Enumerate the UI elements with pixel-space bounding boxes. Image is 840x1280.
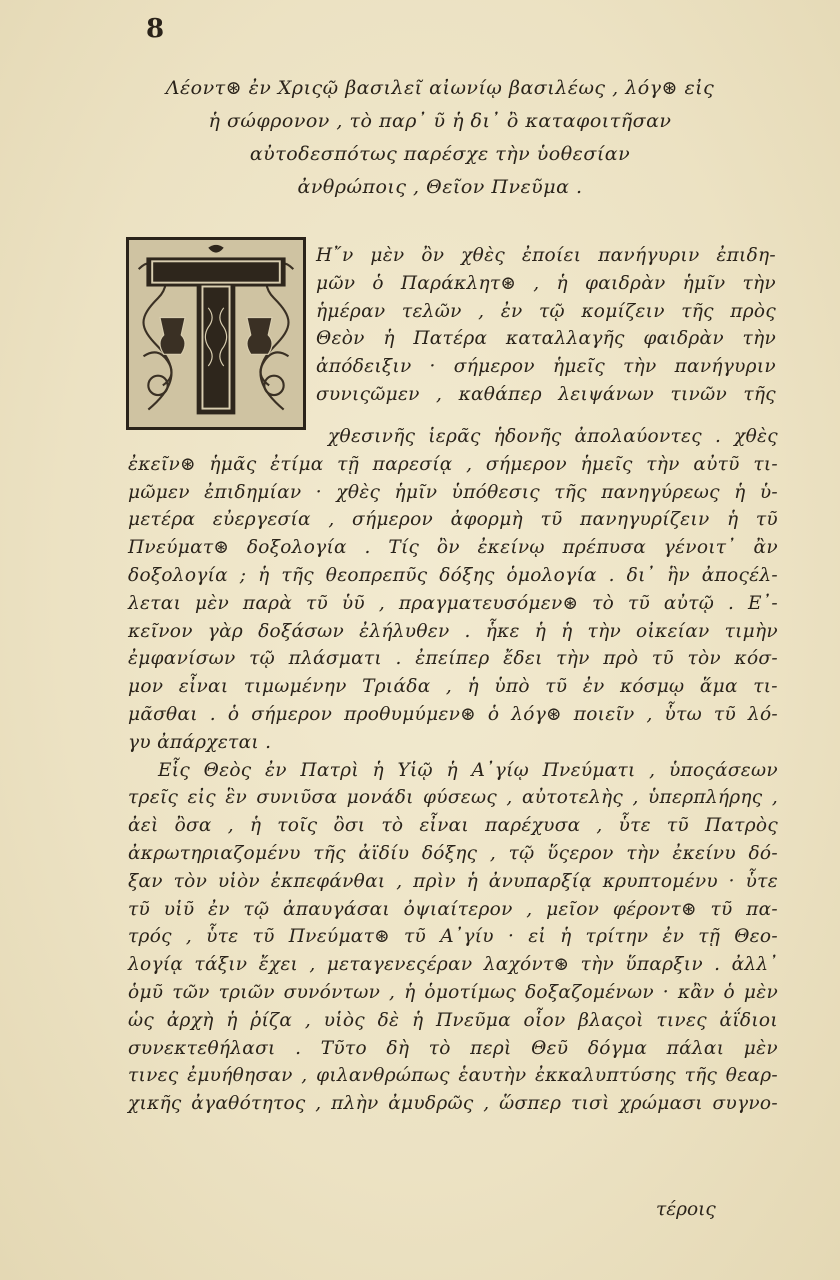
text-line: ἀπόδειξιν · σήμερον ἡμεῖς τὴν πανήγυριν bbox=[316, 356, 776, 378]
text-line: δοξολογία ; ἡ τῆς θεοπρεπῦς δόξης ὁμολογία . δι᾽ ἣν ἀποςέλ- bbox=[128, 564, 778, 586]
text-line: ἐκεῖν⊛ ἡμᾶς ἐτίμα τῇ παρεσίᾳ , σήμερον ἡμεῖς τὴν αὐτῦ τι- bbox=[128, 453, 778, 475]
catchword: τέροις bbox=[656, 1199, 716, 1220]
text-line: μᾶσθαι . ὁ σήμερον προθυμύμεν⊛ ὁ λόγ⊛ ποιεῖν , ὗτω τῦ λό- bbox=[128, 703, 778, 725]
text-line: μον εἶναι τιμωμένην Τριάδα , ἡ ὑπὸ τῦ ἐν κόσμῳ ἅμα τι- bbox=[128, 676, 778, 698]
text-line: ἐμφανίσων τῷ πλάσματι . ἐπείπερ ἔδει τὴν πρὸ τῦ τὸν κόσ- bbox=[128, 648, 778, 670]
text-line: μῶμεν ἐπιδημίαν · χθὲς ἡμῖν ὑπόθεσις τῆς πανηγύρεως ἡ ὑ- bbox=[128, 481, 778, 503]
text-line: ὁμῦ τῶν τριῶν συνόντων , ἡ ὁμοτίμως δοξαζομένων · κἂν ὁ μὲν bbox=[128, 981, 778, 1003]
text-line: τῦ υἱῦ ἐν τῷ ἀπαυγάσαι ὀψιαίτερον , μεῖον φέροντ⊛ τῦ πα- bbox=[128, 898, 778, 920]
text-line: ὡς ἀρχὴ ἡ ῥίζα , υἱὸς δὲ ἡ Πνεῦμα οἷον βλαςοὶ τινες ἀΐδιοι bbox=[128, 1009, 778, 1031]
text-line: τρός , ὗτε τῦ Πνεύματ⊛ τῦ Α᾽γίυ · εἰ ἡ τρίτην ἐν τῇ Θεο- bbox=[128, 926, 778, 948]
text-line: ἀεὶ ὂσα , ἡ τοῖς ὂσι τὸ εἶναι παρέχυσα , ὗτε τῦ Πατρὸς bbox=[128, 815, 778, 837]
text-line: λογίᾳ τάξιν ἔχει , μεταγενεςέραν λαχόντ⊛ τὴν ὕπαρξιν . ἀλλ᾽ bbox=[128, 954, 778, 976]
text-line: κεῖνον γὰρ δοξάσων ἐλήλυθεν . ἧκε ἡ ἡ τὴν οἰκείαν τιμὴν bbox=[128, 620, 778, 642]
page-number: 8 bbox=[146, 14, 165, 44]
title-line: ἀνθρώποις , Θεῖον Πνεῦμα . bbox=[297, 176, 583, 198]
text-line: μῶν ὁ Παράκλητ⊛ , ἡ φαιδρὰν ἡμῖν τὴν bbox=[316, 272, 776, 294]
text-line: συνιςῶμεν , καθάπερ λειψάνων τινῶν τῆς bbox=[316, 383, 776, 405]
ornament-icon bbox=[129, 240, 303, 427]
decorated-initial-letter bbox=[126, 237, 306, 430]
text-line: συνεκτεθήλασι . Τῦτο δὴ τὸ περὶ Θεῦ δόγμα πάλαι μὲν bbox=[128, 1037, 778, 1059]
text-line: χθεσινῆς ἱερᾶς ἡδονῆς ἀπολαύοντες . χθὲς bbox=[328, 426, 778, 447]
main-text-block bbox=[128, 423, 778, 1118]
text-line: ἀκρωτηριαζομένυ τῆς ἀϊδίυ δόξης , τῷ ὕςερον τὴν ἐκείνυ δό- bbox=[128, 842, 778, 864]
first-paragraph-beside-initial bbox=[316, 242, 776, 409]
text-line: Θεὸν ἡ Πατέρα καταλλαγῆς φαιδρὰν τὴν bbox=[316, 328, 776, 350]
text-line: Πνεύματ⊛ δοξολογία . Τίς ὂν ἐκείνῳ πρέπυσα γένοιτ᾽ ἂν bbox=[128, 537, 778, 559]
title-block bbox=[120, 72, 760, 204]
text-line: ἡμέραν τελῶν , ἐν τῷ κομίζειν τῆς πρὸς bbox=[316, 300, 776, 322]
text-line: Η῎ν μὲν ὂν χθὲς ἐποίει πανήγυριν ἐπιδη- bbox=[316, 245, 776, 266]
text-line: γυ ἀπάρχεται . bbox=[128, 731, 272, 753]
text-line: ξαν τὸν υἱὸν ἐκπεφάνθαι , πρὶν ἡ ἀνυπαρξίᾳ κρυπτομένυ · ὗτε bbox=[128, 870, 778, 892]
text-line: τρεῖς εἰς ἓν συνιῦσα μονάδι φύσεως , αὐτοτελὴς , ὑπερπλήρης , bbox=[128, 787, 778, 809]
text-line: μετέρα εὐεργεσία , σήμερον ἀφορμὴ τῦ πανηγυρίζειν ἡ τῦ bbox=[128, 509, 778, 531]
text-line: τινες ἐμυήθησαν , φιλανθρώπως ἑαυτὴν ἐκκαλυπτύσης τῆς θεαρ- bbox=[128, 1065, 778, 1087]
text-line: λεται μὲν παρὰ τῦ ὑῦ , πραγματευσόμεν⊛ τὸ τῦ αὐτῷ . Ε᾽- bbox=[128, 592, 778, 614]
title-line: αὐτοδεσπότως παρέσχε τὴν ὑοθεσίαν bbox=[249, 143, 631, 165]
paragraph-start-line: Εἷς Θεὸς ἐν Πατρὶ ἡ Υἱῷ ἡ Α᾽γίῳ Πνεύματι , ὑποςάσεων bbox=[158, 759, 778, 781]
text-line: χικῆς ἀγαθότητος , πλὴν ἀμυδρῶς , ὥσπερ τισὶ χρώμασι συγνο- bbox=[128, 1093, 778, 1115]
title-line: Λέοντ⊛ ἐν Χριςῷ βασιλεῖ αἰωνίῳ βασιλέως , λόγ⊛ εἰς bbox=[165, 77, 715, 99]
title-line: ἡ σώφρονον , τὸ παρ᾽ ῦ ἡ δι᾽ ὂ καταφοιτῆσαν bbox=[208, 110, 672, 132]
